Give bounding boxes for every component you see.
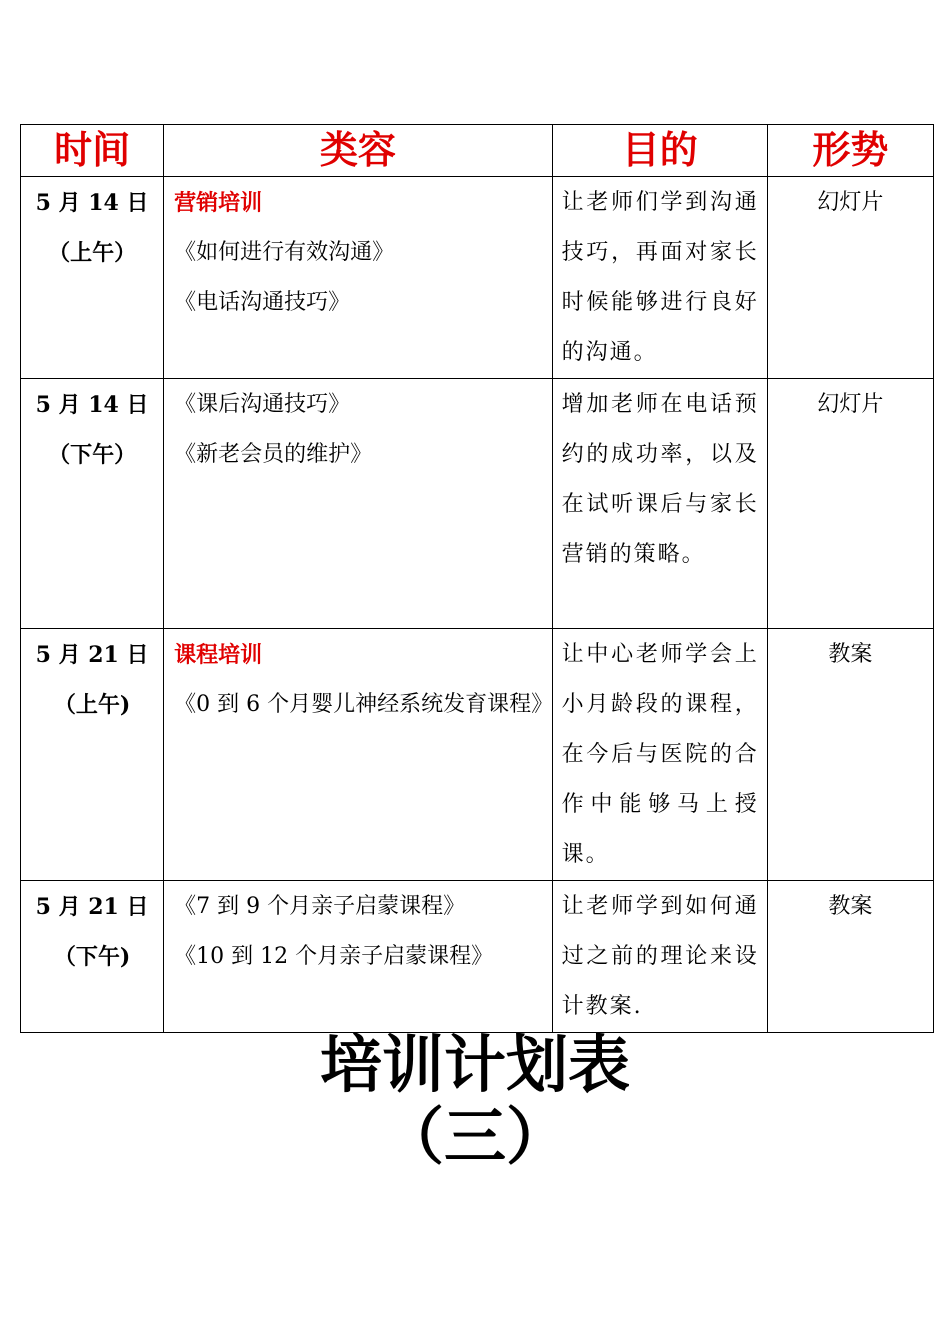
time-period: （上午） bbox=[48, 240, 137, 266]
category-label: 营销培训 bbox=[174, 190, 263, 216]
form-cell bbox=[767, 379, 933, 629]
table-row bbox=[21, 881, 934, 1033]
course-title: 《0 到 6 个月婴儿神经系统发育课程》 bbox=[174, 692, 554, 717]
course-title: 《新老会员的维护》 bbox=[174, 442, 373, 467]
time-date: 5 月 14 日 bbox=[35, 392, 149, 418]
time-date: 5 月 21 日 bbox=[35, 894, 149, 920]
table-row bbox=[21, 177, 934, 379]
course-title: 《课后沟通技巧》 bbox=[174, 392, 351, 417]
time-cell bbox=[21, 881, 164, 1033]
time-period: （下午） bbox=[48, 442, 137, 468]
purpose-cell bbox=[552, 379, 767, 629]
header-content: 类容 bbox=[164, 125, 552, 177]
form-cell bbox=[767, 629, 933, 881]
course-title: 《如何进行有效沟通》 bbox=[174, 240, 395, 265]
form-text: 教案 bbox=[828, 894, 873, 919]
purpose-text: 让老师们学到沟通技巧，再面对家长时候能够进行良好的沟通。 bbox=[561, 190, 759, 365]
course-title: 《10 到 12 个月亲子启蒙课程》 bbox=[174, 944, 494, 969]
table-header-row bbox=[21, 125, 934, 177]
training-plan-table bbox=[20, 124, 934, 1033]
time-date: 5 月 14 日 bbox=[35, 190, 149, 216]
content-cell bbox=[164, 881, 552, 1033]
purpose-cell bbox=[552, 629, 767, 881]
time-cell bbox=[21, 629, 164, 881]
form-text: 教案 bbox=[828, 642, 873, 667]
content-cell bbox=[164, 629, 552, 881]
page-title: 培训计划表 bbox=[319, 1028, 630, 1101]
purpose-text: 增加老师在电话预约的成功率，以及在试听课后与家长营销的策略。 bbox=[561, 392, 759, 567]
table-row bbox=[21, 629, 934, 881]
table-row bbox=[21, 379, 934, 629]
form-cell bbox=[767, 177, 933, 379]
form-cell bbox=[767, 881, 933, 1033]
purpose-text: 让中心老师学会上小月龄段的课程，在今后与医院的合作中能够马上授课。 bbox=[561, 642, 759, 867]
course-title: 《7 到 9 个月亲子启蒙课程》 bbox=[174, 894, 466, 919]
page-subtitle: （三） bbox=[381, 1100, 568, 1173]
course-title: 《电话沟通技巧》 bbox=[174, 290, 351, 315]
time-period: （下午) bbox=[53, 944, 131, 970]
form-text: 幻灯片 bbox=[817, 392, 884, 417]
category-label: 课程培训 bbox=[174, 642, 263, 668]
purpose-text: 让老师学到如何通过之前的理论来设计教案. bbox=[561, 894, 759, 1019]
content-cell bbox=[164, 379, 552, 629]
time-cell bbox=[21, 379, 164, 629]
purpose-cell bbox=[552, 881, 767, 1033]
purpose-cell bbox=[552, 177, 767, 379]
header-time: 时间 bbox=[21, 125, 164, 177]
time-date: 5 月 21 日 bbox=[35, 642, 149, 668]
time-period: （上午) bbox=[53, 692, 131, 718]
content-cell bbox=[164, 177, 552, 379]
time-cell bbox=[21, 177, 164, 379]
header-purpose: 目的 bbox=[552, 125, 767, 177]
form-text: 幻灯片 bbox=[817, 190, 884, 215]
header-form: 形势 bbox=[767, 125, 933, 177]
